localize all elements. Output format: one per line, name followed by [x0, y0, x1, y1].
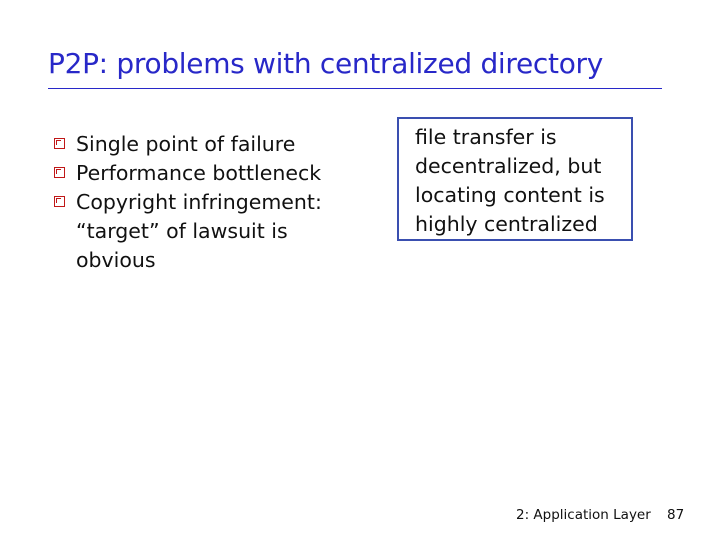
bullet-text: Single point of failure — [76, 132, 296, 156]
bullet-item — [54, 188, 364, 275]
bullet-item — [54, 130, 364, 159]
callout-text: file transfer is decentralized, but locating content is highly centralized — [415, 125, 605, 236]
bullet-square-icon — [54, 138, 65, 149]
title-underline — [48, 88, 662, 89]
bullet-square-icon — [54, 196, 65, 207]
slide-title: P2P: problems with centralized directory — [48, 47, 604, 80]
page-number: 87 — [667, 507, 685, 523]
callout-box — [397, 117, 633, 241]
bullet-list — [54, 130, 364, 275]
bullet-square-icon — [54, 167, 65, 178]
bullet-item — [54, 159, 364, 188]
bullet-text: Copyright infringement: “target” of lawsuit is obvious — [76, 190, 322, 272]
footer-chapter-label: 2: Application Layer — [516, 507, 651, 523]
bullet-text: Performance bottleneck — [76, 161, 322, 185]
